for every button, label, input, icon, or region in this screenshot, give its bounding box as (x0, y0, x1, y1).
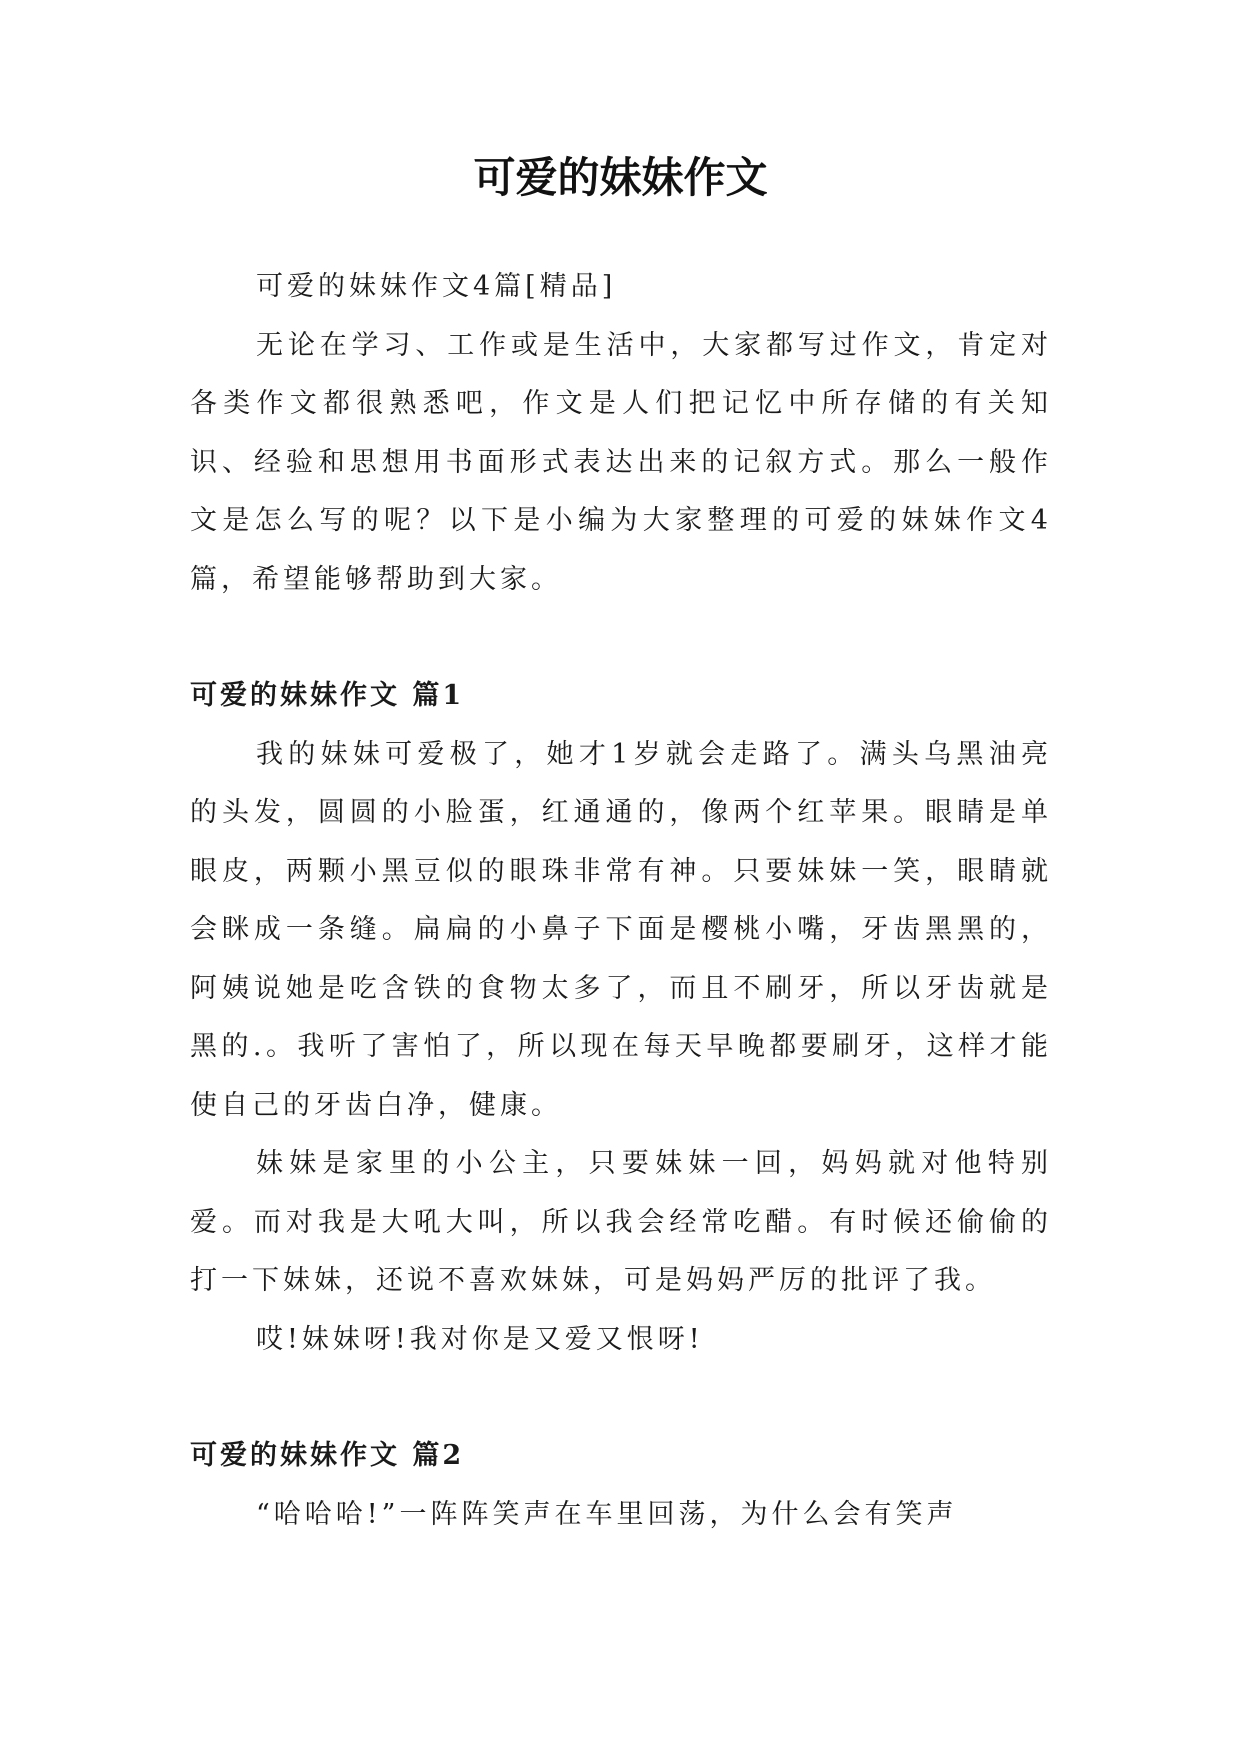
section-spacer (190, 1369, 1052, 1427)
section-heading-1: 可爱的妹妹作文 篇1 (190, 680, 465, 711)
section-1-paragraph-3: 哎!妹妹呀!我对你是又爱又恨呀! (256, 1323, 704, 1355)
document-subtitle: 可爱的妹妹作文4篇[精品] (256, 271, 617, 302)
section-heading-2: 可爱的妹妹作文 篇2 (190, 1440, 465, 1471)
section-1-paragraph-1: 我的妹妹可爱极了，她才1岁就会走路了。满头乌黑油亮的头发，圆圆的小脸蛋，红通通的，像两个红苹果。眼睛是单眼皮，两颗小黑豆似的眼珠非常有神。只要妹妹一笑，眼睛就会眯成一条缝。扁扁的小鼻子下面是樱桃小嘴，牙齿黑黑的，阿姨说她是吃含铁的食物太多了，而且不刷牙，所以牙齿就是黑的.。我听了害怕了，所以现在每天早晚都要刷牙，这样才能使自己的牙齿白净，健康。 (190, 738, 1052, 1121)
document-body (190, 258, 1052, 1544)
intro-paragraph: 无论在学习、工作或是生活中，大家都写过作文，肯定对各类作文都很熟悉吧，作文是人们把记忆中所存储的有关知识、经验和思想用书面形式表达出来的记叙方式。那么一般作文是怎么写的呢？以下是小编为大家整理的可爱的妹妹作文4篇，希望能够帮助到大家。 (190, 329, 1052, 595)
section-2-paragraph-1: “哈哈哈!”一阵阵笑声在车里回荡，为什么会有笑声 (256, 1498, 958, 1530)
document-title: 可爱的妹妹作文 (473, 153, 768, 202)
section-spacer (190, 609, 1052, 667)
section-1-paragraph-2: 妹妹是家里的小公主，只要妹妹一回，妈妈就对他特别爱。而对我是大吼大叫，所以我会经常吃醋。有时候还偷偷的打一下妹妹，还说不喜欢妹妹，可是妈妈严厉的批评了我。 (190, 1148, 1052, 1296)
